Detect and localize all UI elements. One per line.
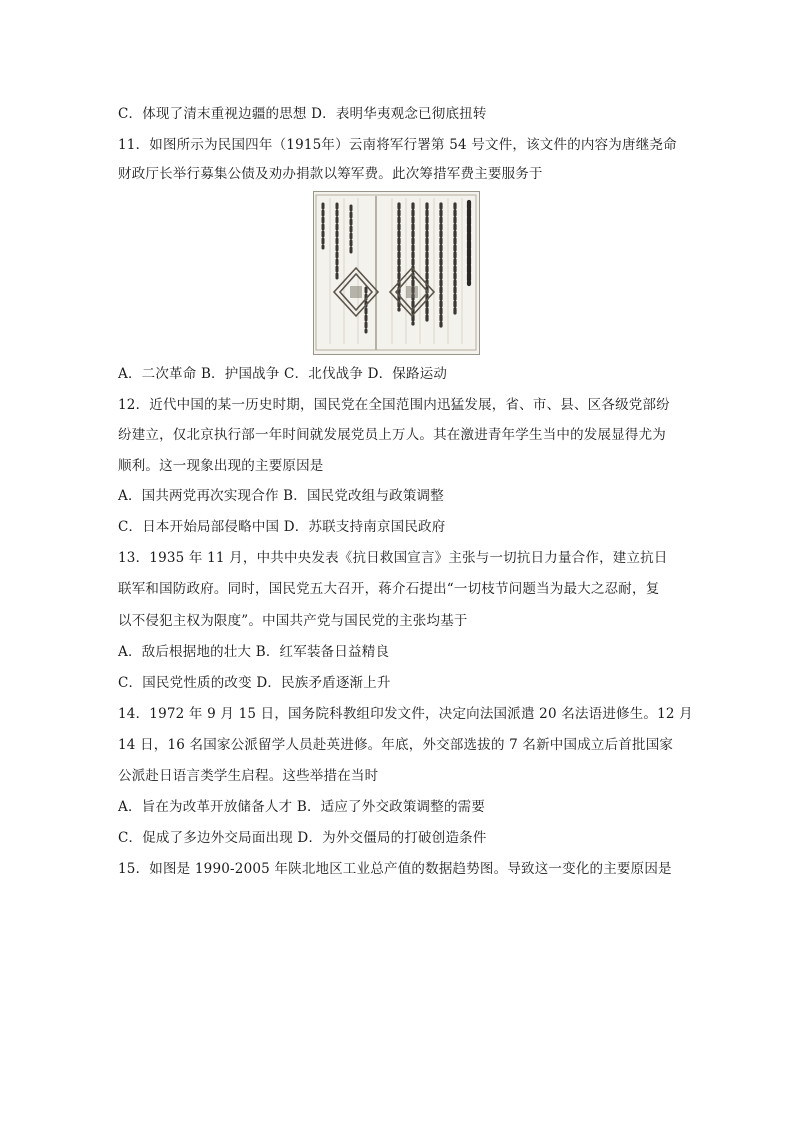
q11-options: A．二次革命 B．护国战争 C．北伐战争 D．保路运动 xyxy=(118,366,448,382)
q13-stem-line-2: 联军和国防政府。同时，国民党五大召开，蒋介石提出“一切枝节问题当为最大之忍耐，复 xyxy=(118,581,660,597)
q11-document-figure xyxy=(313,191,480,355)
q14-stem-line-2: 14 日，16 名国家公派留学人员赴英进修。年底，外交部选拔的 7 名新中国成立后首批国家 xyxy=(118,737,674,753)
q13-options-ab: A．敌后根据地的壮大 B．红军装备日益精良 xyxy=(118,644,390,660)
q12-stem-line-2: 纷建立，仅北京执行部一年时间就发展党员上万人。其在激进青年学生当中的发展显得尤为 xyxy=(118,427,666,443)
q12-stem-line-1: 12．近代中国的某一历史时期，国民党在全国范围内迅猛发展，省、市、县、区各级党部纷 xyxy=(118,397,670,413)
q11-stem-line-1: 11．如图所示为民国四年（1915年）云南将军行署第 54 号文件，该文件的内容为唐继尧命 xyxy=(118,137,677,153)
q14-stem-line-3: 公派赴日语言类学生启程。这些举措在当时 xyxy=(118,768,379,784)
q13-options-cd: C．国民党性质的改变 D．民族矛盾逐渐上升 xyxy=(118,675,391,691)
q15-stem-line-1: 15．如图是 1990-2005 年陕北地区工业总产值的数据趋势图。导致这一变化的主要原因是 xyxy=(118,861,672,877)
q13-stem-line-3: 以不侵犯主权为限度”。中国共产党与国民党的主张均基于 xyxy=(118,613,468,629)
q10-options-cd: C．体现了清末重视边疆的思想 D．表明华夷观念已彻底扭转 xyxy=(118,106,487,122)
historical-document-image xyxy=(314,192,479,354)
q12-options-cd: C．日本开始局部侵略中国 D．苏联支持南京国民政府 xyxy=(118,519,446,535)
q14-options-ab: A．旨在为改革开放储备人才 B．适应了外交政策调整的需要 xyxy=(118,799,486,815)
q11-stem-line-2: 财政厅长举行募集公债及劝办捐款以筹军费。此次筹措军费主要服务于 xyxy=(118,166,543,182)
q14-options-cd: C．促成了多边外交局面出现 D．为外交僵局的打破创造条件 xyxy=(118,830,487,846)
q14-stem-line-1: 14．1972 年 9 月 15 日，国务院科教组印发文件，决定向法国派遣 20 名法语进修生。12 月 xyxy=(118,706,693,722)
q12-stem-line-3: 顺利。这一现象出现的主要原因是 xyxy=(118,458,324,474)
q12-options-ab: A．国共两党再次实现合作 B．国民党改组与政策调整 xyxy=(118,488,444,504)
q13-stem-line-1: 13．1935 年 11 月，中共中央发表《抗日救国宣言》主张与一切抗日力量合作，建立抗日 xyxy=(118,550,668,566)
